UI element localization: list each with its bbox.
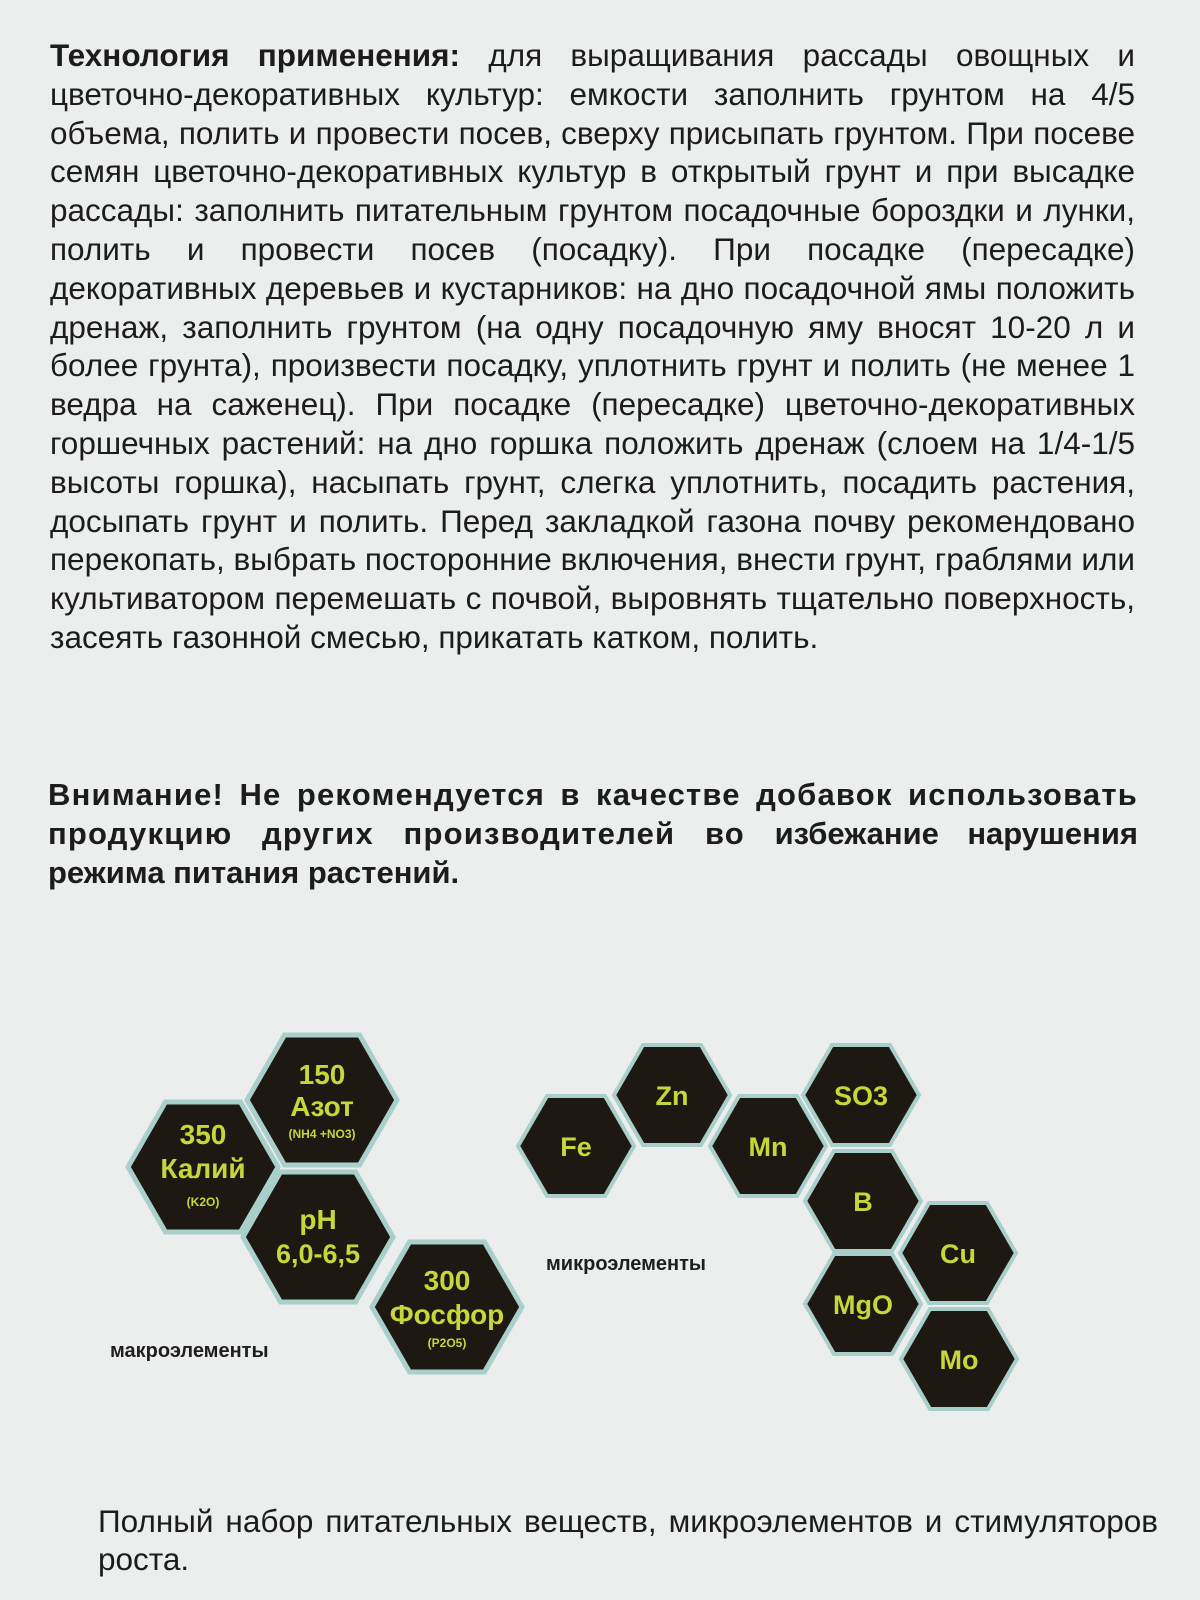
micro-mn-label: Mn	[748, 1132, 788, 1162]
micro-hex-fe	[518, 1096, 634, 1196]
macro-hex-phosphorus	[372, 1242, 522, 1372]
macro-nitrogen-formula: (NH4 +NO3)	[288, 1127, 356, 1141]
footer-text: Полный набор питательных веществ, микроэлементов и стимуляторов роста.	[98, 1503, 1158, 1577]
macro-phosphorus-name: Фосфор	[389, 1299, 505, 1330]
micro-mo-label: Mo	[939, 1345, 979, 1375]
macro-ph-range: 6,0-6,5	[275, 1239, 361, 1269]
micro-hex-mo	[901, 1309, 1017, 1409]
micro-hex-b	[805, 1151, 921, 1251]
micro-zn-label: Zn	[655, 1081, 689, 1111]
micro-hex-mn	[710, 1096, 826, 1196]
micro-hex-so3	[803, 1045, 919, 1145]
micro-hex-mgo	[805, 1254, 921, 1354]
warning-text-end: избежание нарушения режима питания растений.	[48, 816, 1138, 890]
instructions-lead: Технология применения:	[50, 37, 461, 73]
macro-potassium-formula: (K2O)	[186, 1195, 220, 1209]
macro-caption: макроэлементы	[110, 1340, 269, 1362]
instructions-body: для выращивания рассады овощных и цветочно-декоративных культур: емкости заполнить грунтом на 4/5 объема, полить и провести посев, сверху присыпать грунтом. При посеве семян цветочно-декоративных культур в открытый грунт и при высадке рассады: заполнить питательным грунтом посадочные бороздки и лунки, полить и провести посев (посадку). При посадке (пересадке) декоративных деревьев и кустарников: на дно посадочной ямы положить дренаж, заполнить грунтом (на одну посадочную яму вносят 10-20 л и более грунта), произвести посадку, уплотнить грунт и полить (не менее 1 ведра на саженец). При посадке (пересадке) цветочно-декоративных горшечных растений: на дно горшка положить дренаж (слоем на 1/4-1/5 высоты горшка), насыпать грунт, слегка уплотнить, посадить растения, досыпать грунт и полить. Перед закладкой газона почву рекомендовано перекопать, выбрать посторонние включения, внести грунт, граблями или культиватором перемешать с почвой, выровнять тщательно поверхность, засеять газонной смесью, прикатать катком, полить.	[50, 37, 1135, 655]
macro-nitrogen-name: Азот	[290, 1091, 354, 1122]
micro-b-label: B	[853, 1187, 873, 1217]
micro-so3-label: SO3	[833, 1081, 889, 1111]
micro-fe-label: Fe	[560, 1132, 592, 1162]
macro-potassium-value: 350	[179, 1119, 227, 1150]
micro-caption: микроэлементы	[546, 1253, 706, 1275]
macro-potassium-name: Калий	[160, 1153, 246, 1184]
macro-nitrogen-value: 150	[298, 1059, 346, 1090]
warning-text: Внимание! Не рекомендуется в качестве добавок использовать продукцию других производителей во	[48, 777, 1138, 851]
micro-hex-cu	[900, 1203, 1016, 1303]
micro-hex-zn	[614, 1045, 730, 1145]
macro-ph-label: pH	[299, 1204, 337, 1235]
macro-phosphorus-formula: (P2O5)	[427, 1336, 467, 1350]
micro-mgo-label: MgO	[833, 1290, 893, 1320]
macro-phosphorus-value: 300	[423, 1265, 471, 1296]
macro-hex-nitrogen	[247, 1035, 397, 1165]
micro-cu-label: Cu	[940, 1239, 976, 1269]
